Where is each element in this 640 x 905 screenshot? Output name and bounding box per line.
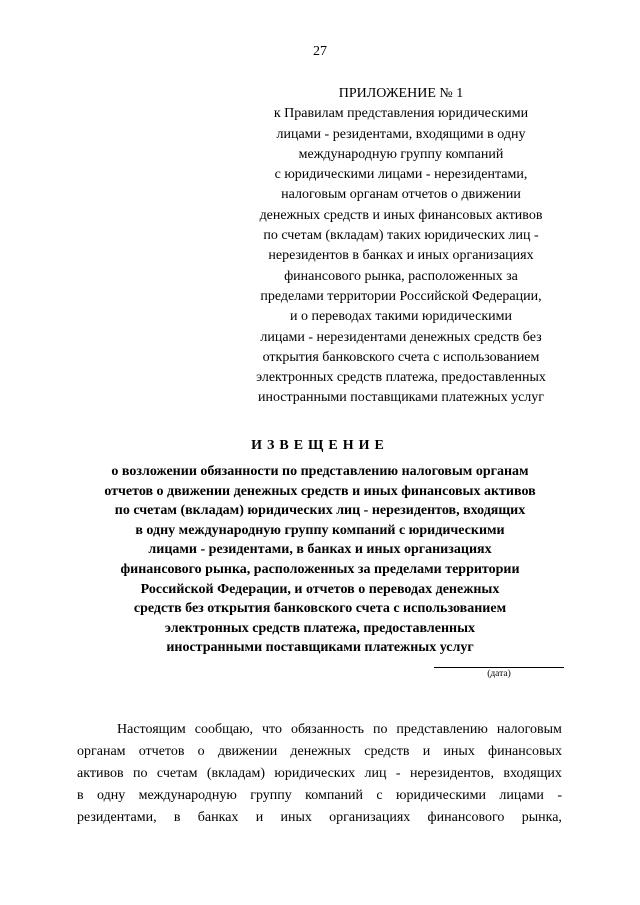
body-word: с xyxy=(376,788,383,803)
body-word: обязанность xyxy=(290,722,364,737)
appendix-line: и о переводах такими юридическими xyxy=(289,309,513,325)
notice-subtitle xyxy=(60,462,580,658)
notice-subtitle-line: иностранными поставщиками платежных услуг xyxy=(166,640,474,656)
body-word: средств xyxy=(364,744,410,759)
appendix-line: международную группу компаний xyxy=(298,146,504,162)
body-word: отчетов xyxy=(138,744,185,759)
body-word: резидентами, xyxy=(77,810,157,825)
body-word: в xyxy=(77,788,84,803)
appendix-line: электронных средств платежа, предоставленных xyxy=(256,370,546,386)
body-word: что xyxy=(262,722,282,737)
body-word: финансовых xyxy=(488,744,562,759)
notice-subtitle-line: в одну международную группу компаний с юридическими xyxy=(135,522,505,538)
body-word: международную xyxy=(138,788,237,803)
body-word: юридическими xyxy=(395,788,487,803)
body-word: юридических xyxy=(274,766,356,781)
appendix-block xyxy=(232,84,570,409)
body-word: одну xyxy=(97,788,126,803)
body-word: иных xyxy=(443,744,475,759)
page-number: 27 xyxy=(313,44,327,59)
body-word: о xyxy=(197,744,205,759)
body-word: банках xyxy=(197,810,239,825)
body-line xyxy=(77,719,562,741)
body-word: (вкладам) xyxy=(206,766,265,781)
appendix-line: лицами - нерезидентами денежных средств без xyxy=(260,329,542,345)
notice-subtitle-line: о возложении обязанности по представлению налоговым органам xyxy=(111,464,529,479)
body-word: иных xyxy=(280,810,312,825)
body-word: по xyxy=(372,722,388,737)
appendix-line: иностранными поставщиками платежных услуг xyxy=(257,390,545,406)
notice-subtitle-line: Российской Федерации, и отчетов о переводах денежных xyxy=(140,581,500,597)
notice-title: ИЗВЕЩЕНИЕ xyxy=(251,438,389,453)
notice-subtitle-line: финансового рынка, расположенных за пределами территории xyxy=(120,561,520,577)
appendix-line: денежных средств и иных финансовых активов xyxy=(259,207,543,223)
appendix-line: налоговым органам отчетов о движении xyxy=(281,187,521,203)
body-word: движении xyxy=(217,744,278,759)
body-word: в xyxy=(173,810,181,825)
body-word: компаний xyxy=(305,788,364,803)
notice-subtitle-line: лицами - резидентами, в банках и иных организациях xyxy=(148,542,492,558)
body-word: активов xyxy=(77,766,124,781)
body-word: налоговым xyxy=(496,722,562,737)
appendix-line: открытия банковского счета с использованием xyxy=(262,349,540,365)
body-word: лиц xyxy=(364,766,387,781)
body-word: сообщаю, xyxy=(194,722,254,737)
body-paragraph xyxy=(77,719,562,829)
body-word: - xyxy=(557,788,562,803)
date-label: (дата) xyxy=(487,669,511,679)
body-word: денежных xyxy=(290,744,352,759)
body-word: представлению xyxy=(396,722,488,737)
appendix-line: лицами - резидентами, входящими в одну xyxy=(276,126,526,142)
body-line xyxy=(77,763,562,785)
appendix-line: по счетам (вкладам) таких юридических лиц - xyxy=(263,228,539,244)
notice-subtitle-line: отчетов о движении денежных средств и иных финансовых активов xyxy=(104,483,536,499)
body-word: лицами xyxy=(499,788,544,803)
body-word: - xyxy=(395,766,401,781)
date-underline xyxy=(434,667,564,668)
date-field[interactable] xyxy=(434,667,564,679)
notice-subtitle-line: электронных средств платежа, предоставленных xyxy=(164,620,476,636)
appendix-line: нерезидентов в банках и иных организациях xyxy=(268,248,534,264)
body-line xyxy=(77,785,562,807)
appendix-line: к Правилам представления юридическими xyxy=(273,106,529,122)
appendix-line: с юридическими лицами - нерезидентами, xyxy=(274,167,528,183)
body-word: Настоящим xyxy=(117,722,186,737)
body-word: по xyxy=(132,766,148,781)
body-word: органам xyxy=(77,744,126,759)
body-word: рынка, xyxy=(521,810,562,825)
body-word: счетам xyxy=(156,766,198,781)
body-word: входящих xyxy=(503,766,562,781)
body-word: организациях xyxy=(329,810,411,825)
body-word: и xyxy=(255,810,264,825)
appendix-line: финансового рынка, расположенных за xyxy=(284,268,518,284)
appendix-title: ПРИЛОЖЕНИЕ № 1 xyxy=(338,86,464,101)
appendix-line: пределами территории Российской Федерации, xyxy=(260,288,542,304)
notice-subtitle-line: средств без открытия банковского счета с использованием xyxy=(133,601,507,617)
body-line xyxy=(77,807,562,829)
body-word: и xyxy=(422,744,431,759)
body-line xyxy=(77,741,562,763)
body-word: группу xyxy=(250,788,292,803)
body-word: финансового xyxy=(427,810,505,825)
notice-subtitle-line: по счетам (вкладам) юридических лиц - нерезидентов, входящих xyxy=(114,503,526,519)
body-word: нерезидентов, xyxy=(409,766,494,781)
